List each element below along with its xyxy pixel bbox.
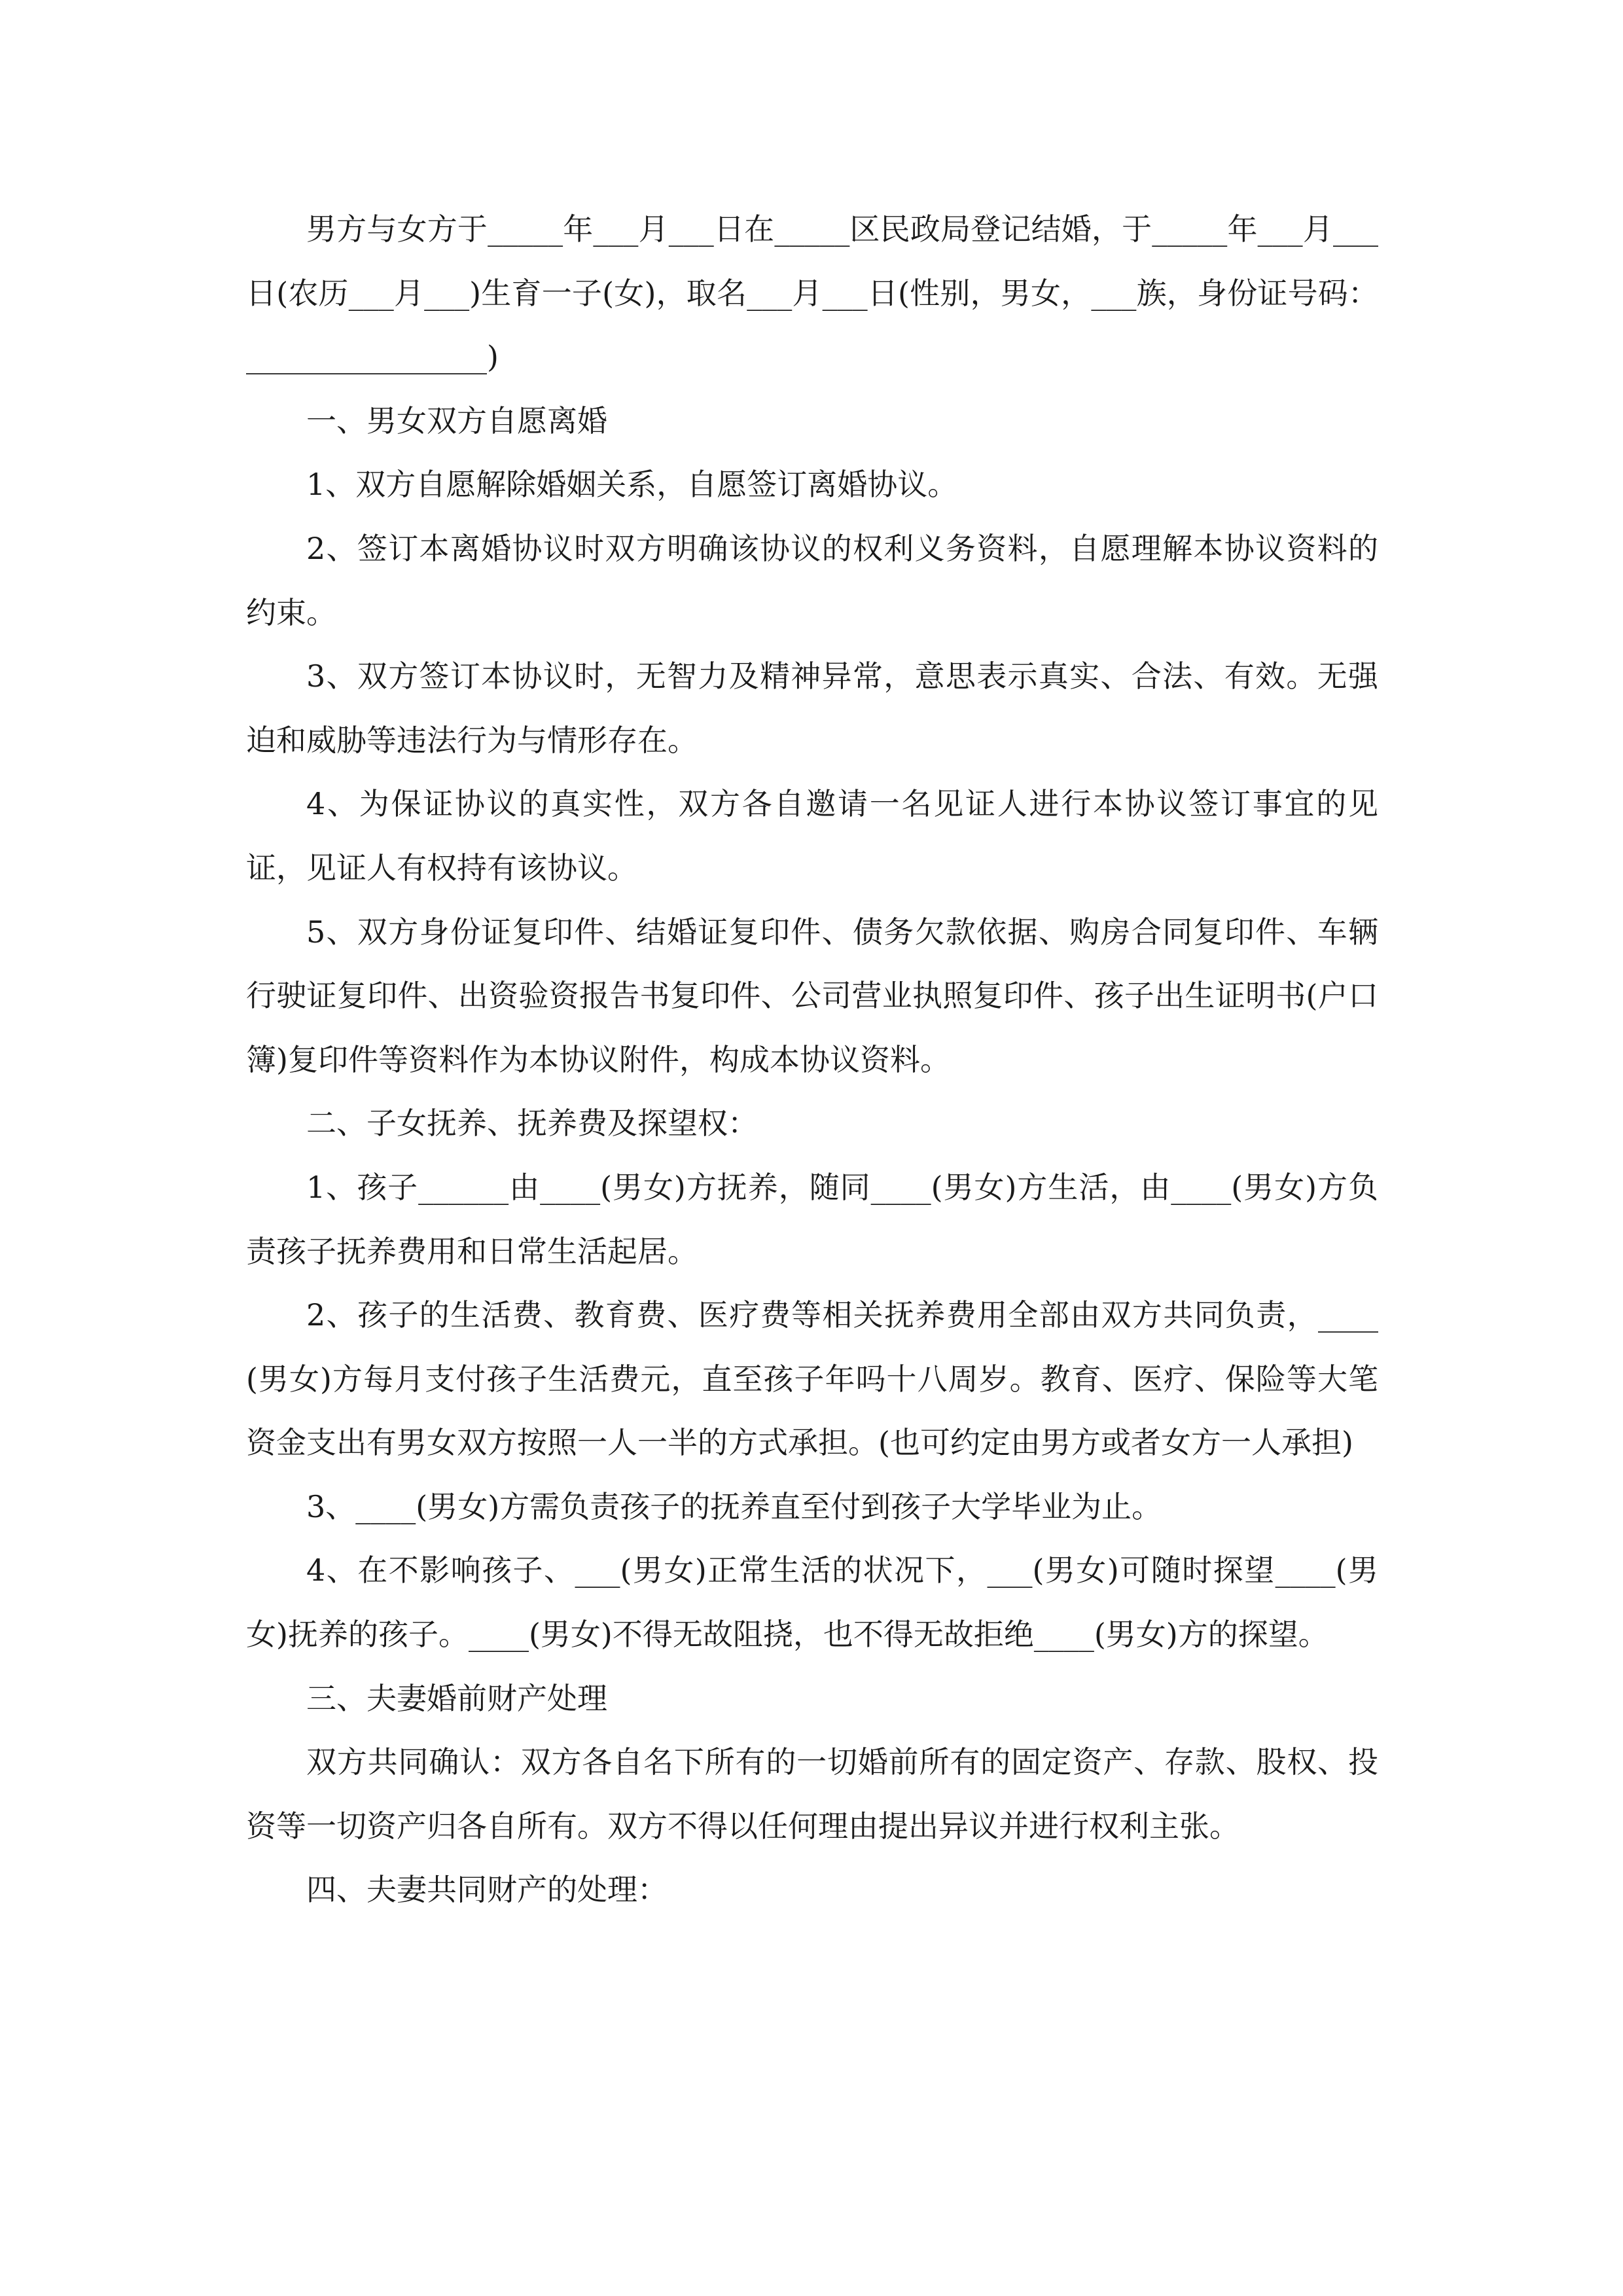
clause-1-3: 3、双方签订本协议时，无智力及精神异常，意思表示真实、合法、有效。无强迫和威胁等违法行为与情形存在。 — [246, 658, 1378, 758]
section-heading-3: 三、夫妻婚前财产处理 — [306, 1680, 607, 1716]
section-heading-2: 二、子女抚养、抚养费及探望权： — [306, 1105, 758, 1141]
clause-1-2: 2、签订本离婚协议时双方明确该协议的权利义务资料，自愿理解本协议资料的约束。 — [246, 530, 1378, 630]
clause-1-5: 5、双方身份证复印件、结婚证复印件、债务欠款依据、购房合同复印件、车辆行驶证复印件、出资验资报告书复印件、公司营业执照复印件、孩子出生证明书(户口簿)复印件等资料作为本协议附件，构成本协议资料。 — [246, 914, 1378, 1077]
clause-2-3: 3、____(男女)方需负责孩子的抚养直至付到孩子大学毕业为止。 — [306, 1488, 1162, 1524]
clause-2-2: 2、孩子的生活费、教育费、医疗费等相关抚养费用全部由双方共同负责，____(男女)方每月支付孩子生活费元，直至孩子年吗十八周岁。教育、医疗、保险等大笔资金支出有男女双方按照一人一半的方式承担。(也可约定由男方或者女方一人承担) — [246, 1297, 1378, 1461]
clause-1-4: 4、为保证协议的真实性，双方各自邀请一名见证人进行本协议签订事宜的见证，见证人有权持有该协议。 — [246, 786, 1378, 886]
clause-2-1: 1、孩子______由____(男女)方抚养，随同____(男女)方生活，由____(男女)方负责孩子抚养费用和日常生活起居。 — [246, 1169, 1378, 1269]
paragraph-marriage-info: 男方与女方于_____年___月___日在_____区民政局登记结婚，于_____年___月___日(农历___月___)生育一子(女)，取名___月___日(性别，男女，___族，身份证号码：________________) — [246, 211, 1378, 375]
clause-1-1: 1、双方自愿解除婚姻关系，自愿签订离婚协议。 — [306, 467, 958, 503]
document-body — [246, 198, 1378, 1922]
section-heading-1: 一、男女双方自愿离婚 — [306, 403, 607, 439]
clause-3-body: 双方共同确认：双方各自名下所有的一切婚前所有的固定资产、存款、股权、投资等一切资产归各自所有。双方不得以任何理由提出异议并进行权利主张。 — [246, 1744, 1378, 1844]
clause-2-4: 4、在不影响孩子、___(男女)正常生活的状况下，___(男女)可随时探望____(男女)抚养的孩子。____(男女)不得无故阻挠，也不得无故拒绝____(男女)方的探望。 — [246, 1552, 1378, 1653]
section-heading-4: 四、夫妻共同财产的处理： — [306, 1872, 668, 1908]
